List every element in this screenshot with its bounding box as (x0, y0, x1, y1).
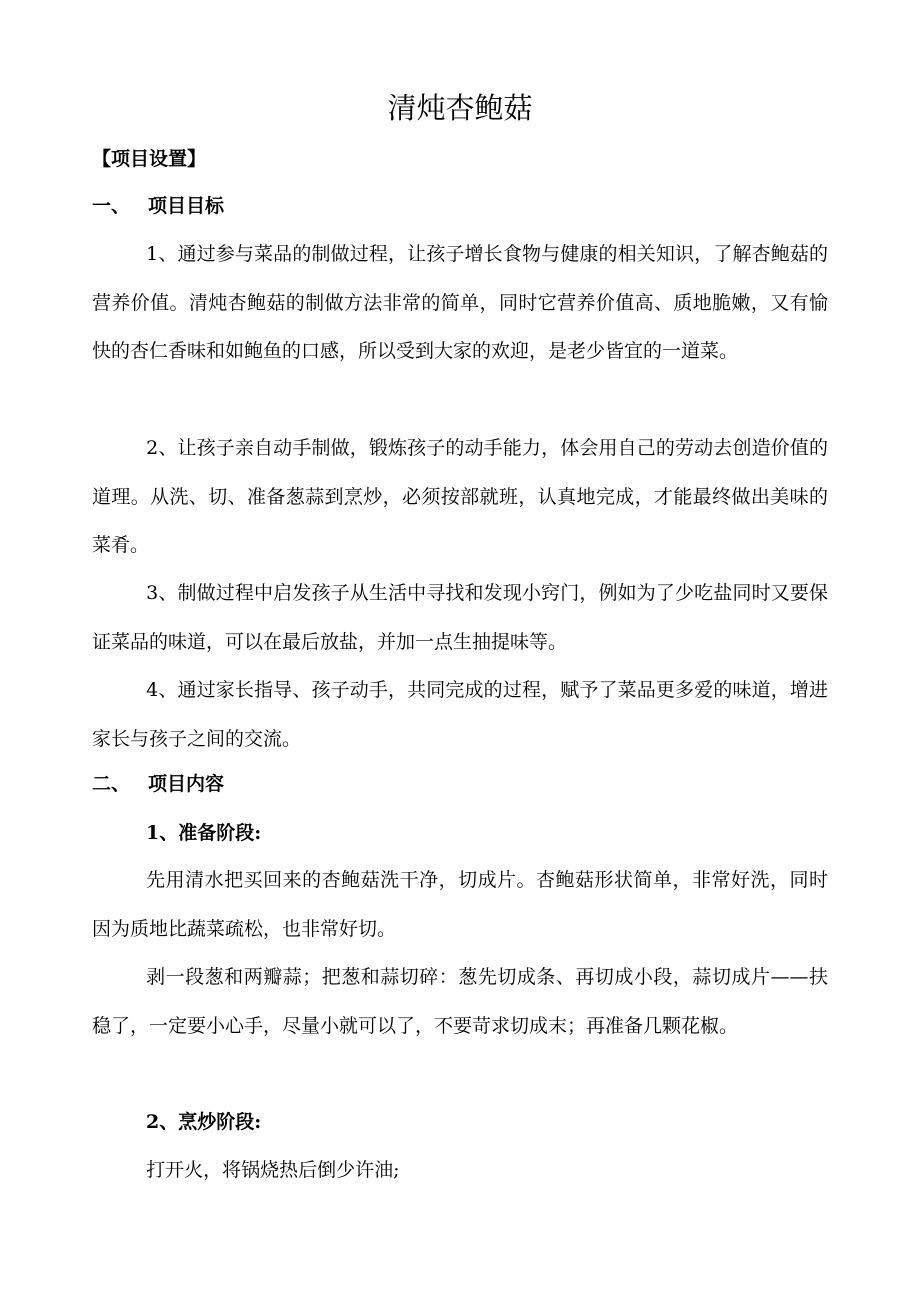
section-1-label: 项目目标 (148, 195, 225, 217)
section-2-number: 二、 (92, 773, 131, 795)
document-title: 清炖杏鲍菇 (387, 91, 533, 125)
prep-paragraph-2: 剥一段葱和两瓣蒜；把葱和蒜切碎：葱先切成条、再切成小段，蒜切成片——扶稳了，一定要小心手，尽量小就可以了，不要苛求切成末；再准备几颗花椒。 (92, 966, 828, 1037)
settings-heading: 【项目设置】 (92, 148, 207, 170)
section-1-number: 一、 (92, 195, 131, 217)
section-2-heading (92, 770, 224, 798)
goal-paragraph-1: 1、通过参与菜品的制做过程，让孩子增长食物与健康的相关知识，了解杏鲍菇的营养价值。清炖杏鲍菇的制做方法非常的简单，同时它营养价值高、质地脆嫩，又有愉快的杏仁香味和如鲍鱼的口感，所以受到大家的欢迎，是老少皆宜的一道菜。 (92, 243, 828, 362)
cook-paragraph-1: 打开火，将锅烧热后倒少许油; (146, 1159, 400, 1181)
prep-paragraph-1: 先用清水把买回来的杏鲍菇洗干净，切成片。杏鲍菇形状简单，非常好洗，同时因为质地比蔬菜疏松，也非常好切。 (92, 869, 828, 940)
cook-stage-heading: 2、烹炒阶段: (146, 1111, 262, 1133)
goal-paragraph-2: 2、让孩子亲自动手制做，锻炼孩子的动手能力，体会用自己的劳动去创造价值的道理。从洗、切、准备葱蒜到烹炒，必须按部就班，认真地完成，才能最终做出美味的菜肴。 (92, 437, 828, 556)
section-2-label: 项目内容 (148, 773, 225, 795)
prep-stage-heading: 1、准备阶段: (146, 822, 262, 844)
section-1-heading (92, 192, 224, 220)
goal-paragraph-3: 3、制做过程中启发孩子从生活中寻找和发现小窍门，例如为了少吃盐同时又要保证菜品的味道，可以在最后放盐，并加一点生抽提味等。 (92, 582, 828, 653)
goal-paragraph-4: 4、通过家长指导、孩子动手，共同完成的过程，赋予了菜品更多爱的味道，增进家长与孩子之间的交流。 (92, 679, 828, 750)
